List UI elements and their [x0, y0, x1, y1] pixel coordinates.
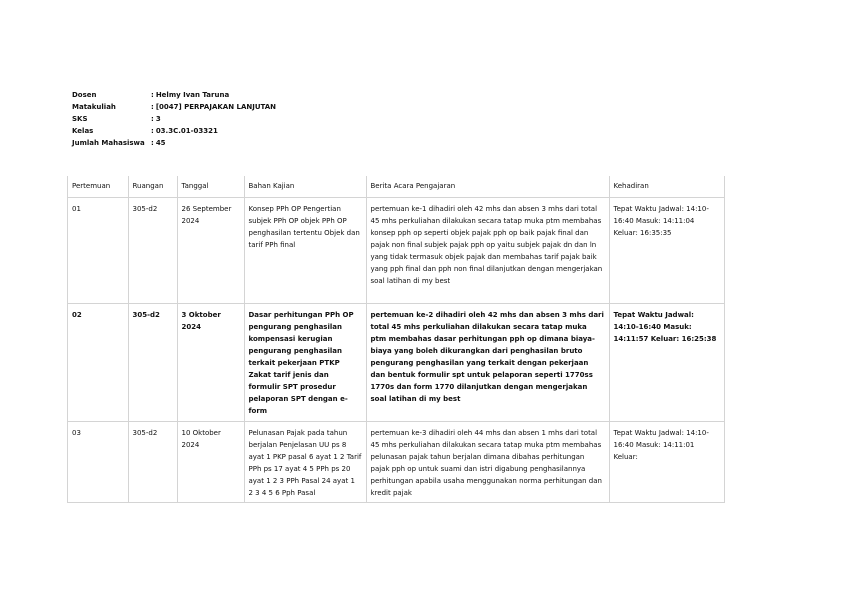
- table-row: [68, 198, 724, 304]
- table-header-row: [68, 176, 724, 198]
- dosen-value: Helmy Ivan Taruna: [155, 91, 230, 99]
- kelas-label: Kelas: [72, 127, 94, 135]
- cell-berita-acara: pertemuan ke-2 dihadiri oleh 42 mhs dan absen 3 mhs dari total 45 mhs perkuliahan dilakukan secara tatap muka ptm membahas dasar perhitungan pph op dimana biaya-biaya yang boleh dikurangkan dari penghasilan bruto pengurang penghasilan yang terkait dengan pekerjaan dan bentuk formulir spt untuk pelaporan seperti 1770ss 1770s dan form 1770 dilanjutkan dengan mengerjakan soal latihan di my best: [366, 304, 609, 422]
- header-kehadiran: Kehadiran: [609, 176, 724, 198]
- cell-pertemuan: 03: [68, 422, 128, 504]
- cell-ruangan: 305-d2: [128, 198, 177, 304]
- header-pertemuan: Pertemuan: [68, 176, 128, 198]
- dosen-label: Dosen: [72, 91, 97, 99]
- cell-bahan-kajian: Konsep PPh OP Pengertian subjek PPh OP objek PPh OP penghasilan tertentu Objek dan tarif PPh final: [244, 198, 366, 304]
- cell-tanggal: 3 Oktober 2024: [177, 304, 244, 422]
- sks-value: 3: [155, 115, 161, 123]
- sks-label: SKS: [72, 115, 88, 123]
- matakuliah-row: Matakuliah : [0047] PERPAJAKAN LANJUTAN: [72, 103, 277, 111]
- header-bahan-kajian: Bahan Kajian: [244, 176, 366, 198]
- course-info: [72, 89, 276, 149]
- cell-bahan-kajian: Pelunasan Pajak pada tahun berjalan Penjelasan UU ps 8 ayat 1 PKP pasal 6 ayat 1 2 Tarif PPh ps 17 ayat 4 5 PPh ps 20 ayat 1 2 3 PPh Pasal 24 ayat 1 2 3 4 5 6 Pph Pasal: [244, 422, 366, 504]
- cell-ruangan: 305-d2: [128, 422, 177, 504]
- kelas-row: Kelas : 03.3C.01-03321: [72, 127, 218, 135]
- attendance-table: [67, 176, 725, 503]
- table-row: [68, 422, 724, 504]
- header-tanggal: Tanggal: [177, 176, 244, 198]
- jumlah-label: Jumlah Mahasiswa: [72, 139, 145, 147]
- cell-kehadiran: Tepat Waktu Jadwal: 14:10-16:40 Masuk: 14:11:04 Keluar: 16:35:35: [609, 198, 724, 304]
- cell-ruangan: 305-d2: [128, 304, 177, 422]
- header-berita-acara: Berita Acara Pengajaran: [366, 176, 609, 198]
- kelas-value: 03.3C.01-03321: [155, 127, 218, 135]
- dosen-row: Dosen : Helmy Ivan Taruna: [72, 91, 230, 99]
- cell-tanggal: 26 September 2024: [177, 198, 244, 304]
- jumlah-value: 45: [155, 139, 166, 147]
- cell-berita-acara: pertemuan ke-3 dihadiri oleh 44 mhs dan absen 1 mhs dari total 45 mhs perkuliahan dilakukan secara tatap muka ptm membahas pelunasan pajak tahun berjalan dimana dibahas perhitungan pajak pph op untuk suami dan istri digabung penghasilannya perhitungan apabila usaha menggunakan norma perhitungan dan kredit pajak: [366, 422, 609, 504]
- matakuliah-label: Matakuliah: [72, 103, 116, 111]
- cell-pertemuan: 02: [68, 304, 128, 422]
- sks-row: SKS : 3: [72, 115, 161, 123]
- cell-kehadiran: Tepat Waktu Jadwal: 14:10-16:40 Masuk: 14:11:01 Keluar:: [613, 429, 709, 461]
- matakuliah-value: [0047] PERPAJAKAN LANJUTAN: [155, 103, 277, 111]
- cell-bahan-kajian: Dasar perhitungan PPh OP pengurang penghasilan kompensasi kerugian pengurang penghasilan terkait pekerjaan PTKP Zakat tarif jenis dan formulir SPT prosedur pelaporan SPT dengan e-form: [244, 304, 366, 422]
- cell-kehadiran: Tepat Waktu Jadwal: 14:10-16:40 Masuk: 14:11:57 Keluar: 16:25:38: [609, 304, 724, 422]
- table-row: [68, 304, 724, 422]
- header-ruangan: Ruangan: [128, 176, 177, 198]
- cell-tanggal: 10 Oktober 2024: [177, 422, 244, 504]
- cell-berita-acara: pertemuan ke-1 dihadiri oleh 42 mhs dan absen 3 mhs dari total 45 mhs perkuliahan dilakukan secara tatap muka ptm membahas konsep pph op seperti objek pajak pph op baik pajak final dan pajak non final subjek pajak pph op yaitu subjek pajak dn dan ln yang tidak termasuk objek pajak dan membahas tarif pajak baik yang pph final dan pph non final dilanjutkan dengan mengerjakan soal latihan di my best: [366, 198, 609, 304]
- jumlah-row: Jumlah Mahasiswa : 45: [72, 139, 166, 147]
- cell-pertemuan: 01: [68, 198, 128, 304]
